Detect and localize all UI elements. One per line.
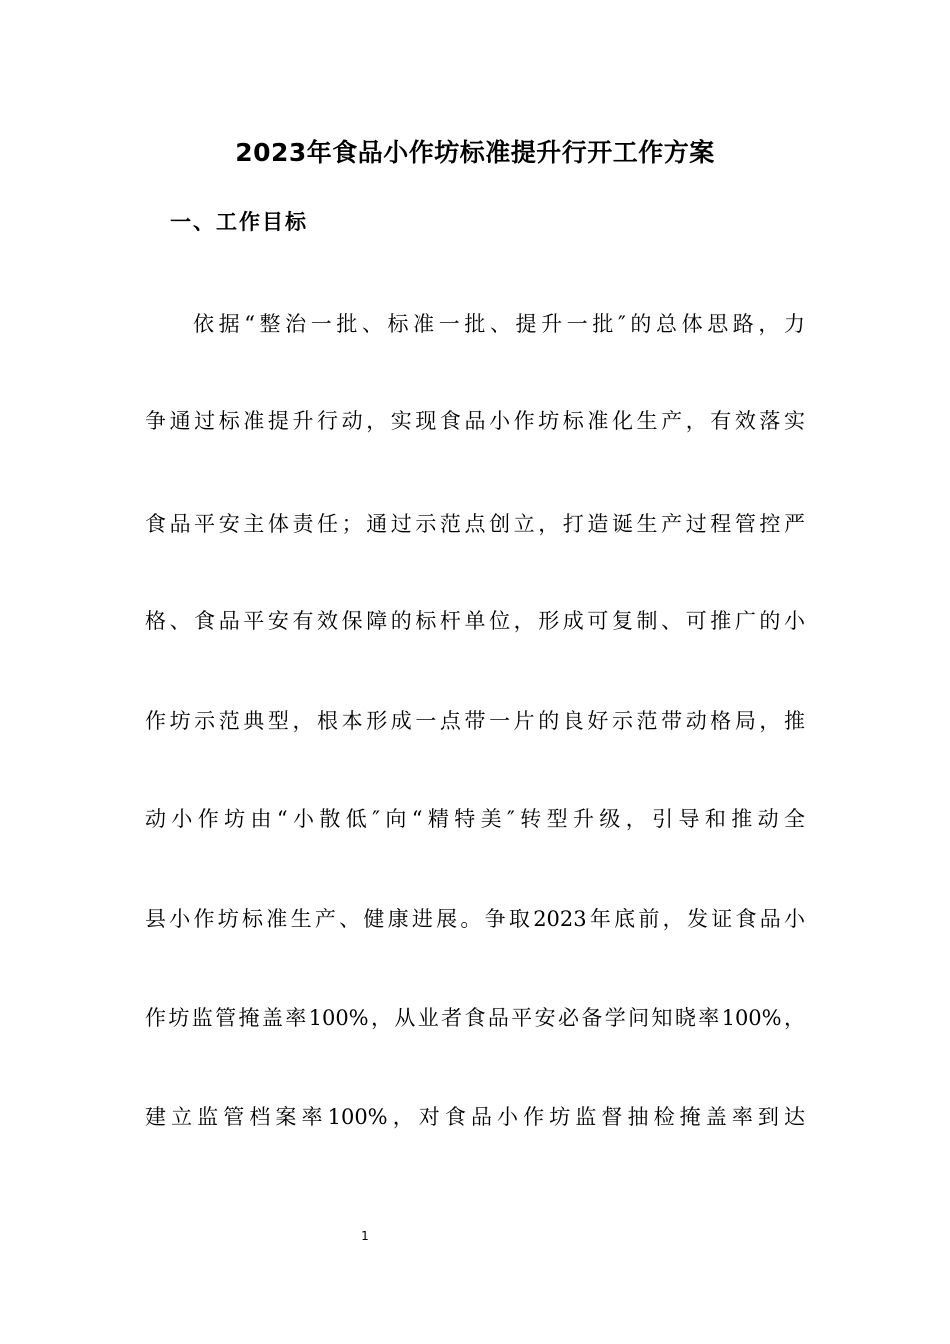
section-heading: 一、工作目标 [170, 209, 308, 234]
paragraph-line: 依据“整治一批、标准一批、提升一批″的总体思路，力 [193, 312, 805, 336]
paragraph-line: 争通过标准提升行动，实现食品小作坊标准化生产，有效落实 [145, 409, 805, 433]
paragraph-line: 建立监管档案率100%，对食品小作坊监督抽检掩盖率到达 [145, 1105, 805, 1129]
paragraph-line: 食品平安主体责任；通过示范点创立，打造诞生产过程管控严 [145, 512, 805, 536]
paragraph-line: 作坊示范典型，根本形成一点带一片的良好示范带动格局，推 [145, 709, 805, 733]
paragraph-line: 作坊监管掩盖率100%，从业者食品平安必备学问知晓率100%， [145, 1006, 805, 1030]
paragraph-line: 县小作坊标准生产、健康进展。争取2023年底前，发证食品小 [145, 907, 805, 931]
paragraph-line: 动小作坊由“小散低″向“精特美″转型升级，引导和推动全 [145, 807, 805, 831]
document-title: 2023年食品小作坊标准提升行开工作方案 [235, 138, 715, 167]
paragraph-line: 格、食品平安有效保障的标杆单位，形成可复制、可推广的小 [145, 609, 805, 633]
page-number: 1 [361, 1229, 369, 1243]
